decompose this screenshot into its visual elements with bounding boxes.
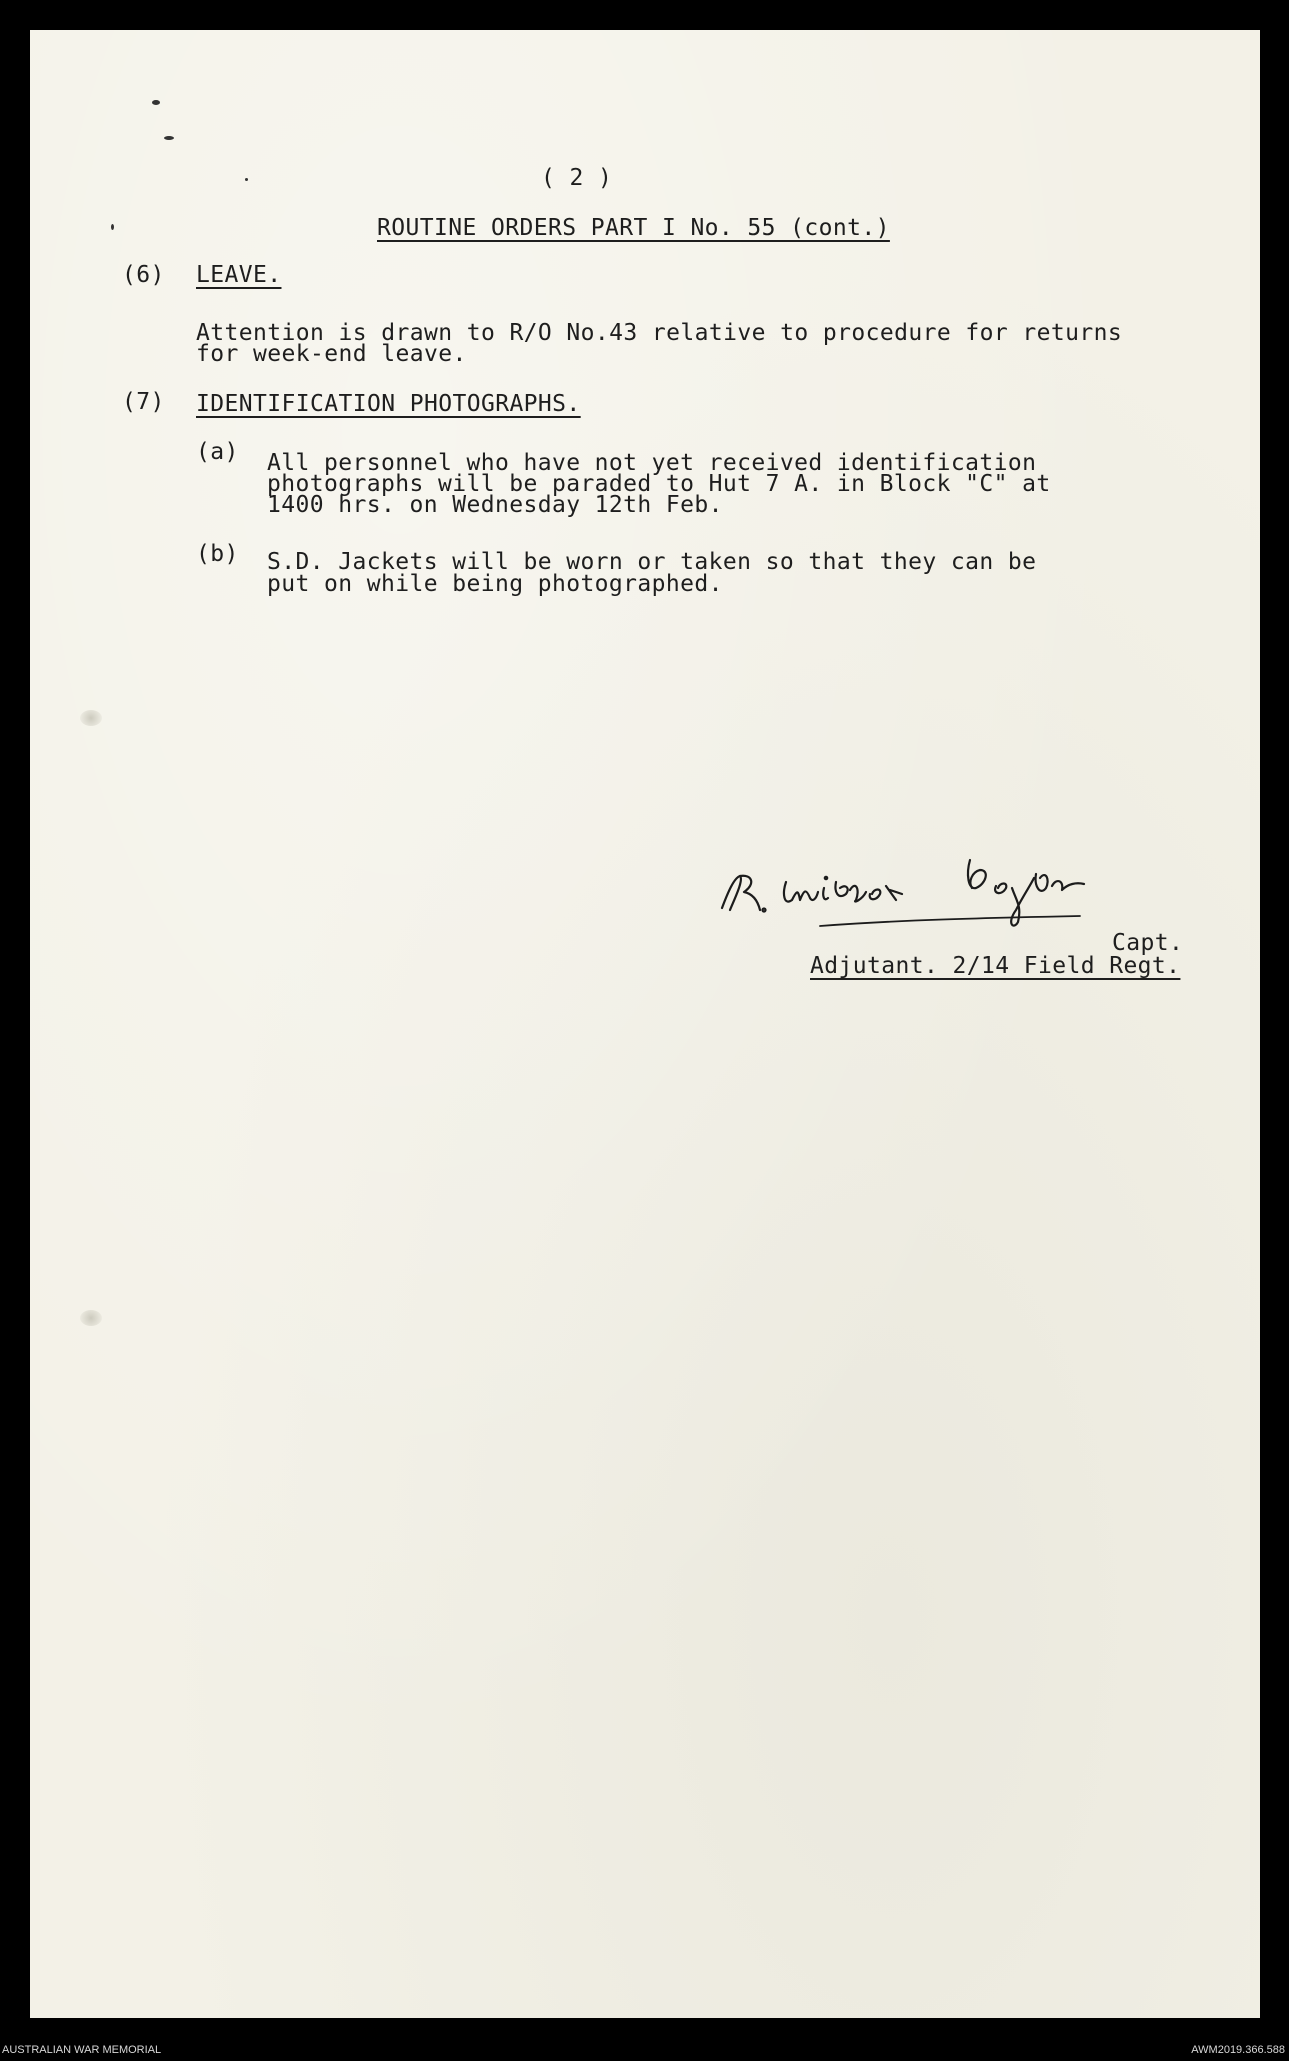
- signatory-rank: Capt.: [1112, 930, 1184, 956]
- item-text-line: put on while being photographed.: [267, 571, 723, 597]
- item-label: (b): [196, 541, 239, 567]
- handwritten-signature: [700, 830, 1110, 940]
- ink-speck: [245, 178, 248, 181]
- ink-speck: [164, 136, 174, 140]
- punch-hole: [80, 710, 102, 726]
- item-label: (a): [196, 439, 239, 465]
- ink-speck: [152, 100, 160, 105]
- page-number: ( 2 ): [541, 165, 613, 191]
- footer-left: AUSTRALIAN WAR MEMORIAL: [2, 2044, 162, 2056]
- signatory-position: Adjutant. 2/14 Field Regt.: [810, 953, 1181, 979]
- section-title: IDENTIFICATION PHOTOGRAPHS.: [196, 391, 581, 417]
- section-title: LEAVE.: [196, 262, 282, 288]
- section-number: (6): [122, 262, 165, 288]
- signature-text: [1122, 856, 1138, 857]
- punch-hole: [80, 1310, 102, 1326]
- item-text-line: All personnel who have not yet received identification: [267, 450, 1037, 476]
- item-text-line: photographs will be paraded to Hut 7 A. in Block "C" at: [267, 471, 1051, 497]
- section-number: (7): [122, 389, 165, 415]
- section-text-line: Attention is drawn to R/O No.43 relative to procedure for returns: [196, 320, 1123, 346]
- ink-speck: [111, 224, 114, 230]
- item-text-line: 1400 hrs. on Wednesday 12th Feb.: [267, 492, 723, 518]
- section-text-line: for week-end leave.: [196, 341, 467, 367]
- item-text-line: S.D. Jackets will be worn or taken so that they can be: [267, 549, 1037, 575]
- page-heading: ROUTINE ORDERS PART I No. 55 (cont.): [377, 215, 890, 241]
- footer-right: AWM2019.366.588: [1191, 2044, 1285, 2056]
